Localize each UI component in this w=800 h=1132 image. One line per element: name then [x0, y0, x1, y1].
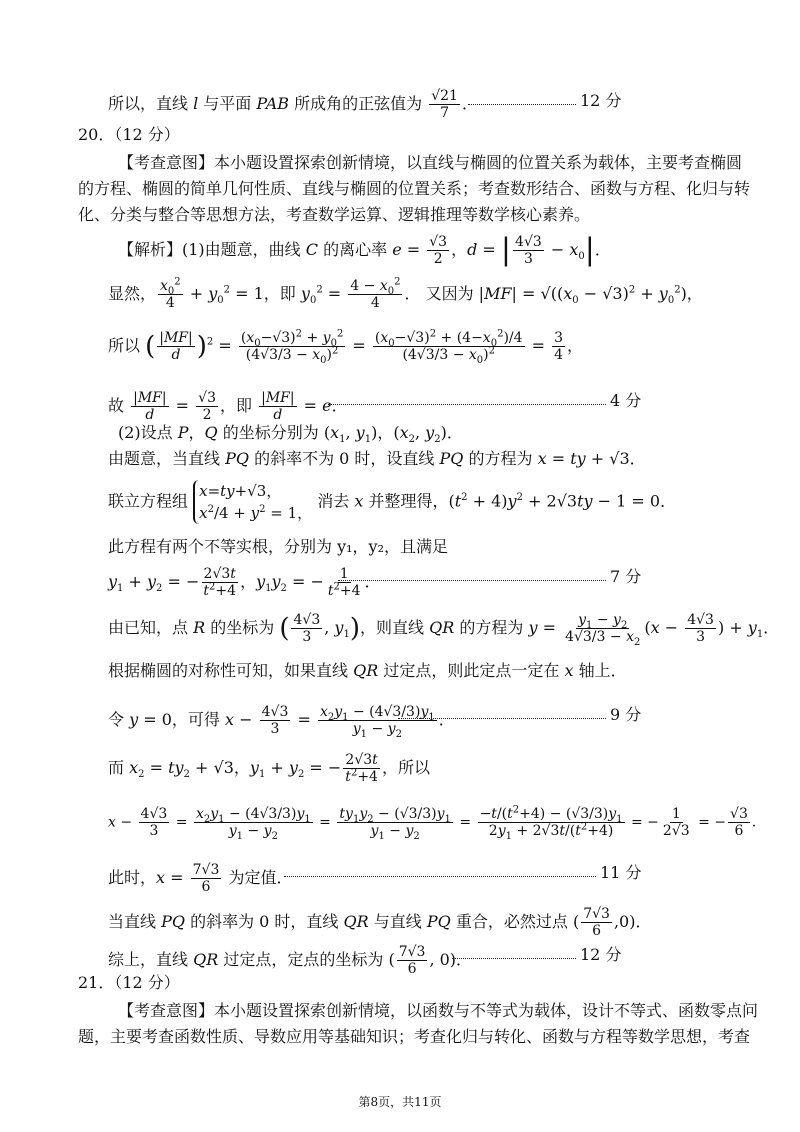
solution-part-2-line-11: 此时，x = $\frac{7√3}{6}$ 为定值．: [108, 862, 293, 895]
solution-part-2-line-2: 由题意，当直线 PQ 的斜率不为 0 时，设直线 PQ 的方程为 x = ty + √3．: [108, 449, 646, 468]
leader-dots: [452, 958, 576, 959]
leader-dots: [328, 404, 606, 405]
score-mark: 11 分: [600, 863, 642, 882]
score-mark: 12 分: [580, 91, 622, 110]
score-mark: 4 分: [610, 391, 642, 410]
score-mark: 7 分: [610, 567, 642, 586]
solution-part-2-line-7: 根据椭圆的对称性可知，如果直线 QR 过定点，则此定点一定在 x 轴上．: [108, 661, 627, 680]
question-21-header: 21．（12 分）: [78, 973, 180, 992]
solution-step-1: 【解析】(1)由题意，曲线 C 的离心率 e = $\frac{√3}{2}$ ，d = | $\frac{4√3}{3}$ − $x_0|$．: [118, 232, 611, 268]
leader-dots: [338, 580, 606, 581]
solution-part-2-line-3: 联立方程组 x=ty+√3， $x^2/4 + y^2 = 1$， 消去 x 并整理得，$(t^2 + 4)y^2 + 2√3ty - 1 = 0$．: [108, 482, 677, 522]
solution-part-2-line-12: 当直线 PQ 的斜率为 0 时，直线 QR 与直线 PQ 重合，必然过点 ( $\frac{7√3}{6}$ ,0)．: [108, 906, 652, 939]
solution-part-2-line-4: 此方程有两个不等实根，分别为 y₁，y₂，且满足: [108, 537, 448, 556]
intent-20-line-3: 化、分类与整合等思想方法，考查数学运算、逻辑推理等数学核心素养。: [78, 205, 591, 224]
question-20-header: 20．（12 分）: [78, 125, 180, 144]
leader-dots: [398, 718, 606, 719]
leader-dots: [284, 876, 596, 877]
solution-step-3: 所以 ( $\frac{|MF|}{d}$ )$^2$ = $\frac{(x_0-√3)^2 + y_0^2}{(4√3/3 - x_0)^2}$ = $\frac{(x_0-√3)^2 + (4-x_0^2)/4}{(4√3/3 - x_0)^2}$ = $\frac{3}{4}$ ，: [108, 328, 584, 366]
page-footer: 第8页，共11页: [358, 1095, 442, 1109]
score-mark: 9 分: [610, 705, 642, 724]
intent-21-line-1: 【考查意图】本小题设置探索创新情境，以函数与不等式为载体，设计不等式、函数零点问: [118, 1001, 759, 1020]
solution-part-2-line-9: 而 $x_2 = ty_2 + √3$，$y_1 + y_2$ = − $\frac{2√3t}{t^2+4}$ ，所以: [108, 752, 430, 785]
intent-21-line-2: 题，主要考查函数性质、导数应用等基础知识；考查化归与转化、函数与方程等数学思想，考查: [78, 1027, 751, 1046]
solution-part-2-line-1: (2)设点 P，Q 的坐标分别为 ($x_1$, $y_1$)，($x_2$, $y_2$)．: [118, 423, 463, 446]
leader-dots: [468, 104, 576, 105]
solution-part-2-line-13: 综上，直线 QR 过定点，定点的坐标为 ( $\frac{7√3}{6}$ , 0)．: [108, 944, 473, 977]
solution-step-4: 故 $\frac{|MF|}{d}$ = $\frac{√3}{2}$ ，即 $\frac{|MF|}{d}$ = e．: [108, 390, 348, 423]
solution-part-2-line-8: 令 y = 0，可得 x − $\frac{4√3}{3}$ = $\frac{x_2y_1 - (4√3/3)y_1}{y_1 - y_2}$ ．: [108, 704, 455, 740]
answer-line-19: 所以，直线 l 与平面 PAB 所成角的正弦值为 $\frac{√21}{7}$ ．: [108, 88, 478, 121]
solution-part-2-line-6: 由已知，点 R 的坐标为 ( $\frac{4√3}{3}$ , $y_1$)，则直线 QR 的方程为 y = $\frac{y_1 - y_2}{4√3/3 - x_2}$ (x − $\frac{4√3}{3}$ ) + $y_1$．: [108, 612, 780, 648]
solution-step-2: 显然， $\frac{x_0^2}{4}$ + $y_0^2 = 1$，即 $y_0^2$ = $\frac{4 - x_0^2}{4}$ ． 又因为 $|MF| = √((x_0 - √3)^2 + y_0^2)$，: [108, 276, 703, 311]
solution-part-2-line-10: x − $\frac{4√3}{3}$ = $\frac{x_2y_1 - (4√3/3)y_1}{y_1 - y_2}$ = $\frac{ty_1y_2 - (√3/3)y_1}{y_1 - y_2}$ = $\frac{-t/(t^2+4) - (√3/3)y_1}{2y_1 + 2√3t/(t^2+4)}$ = − $\frac{1}{2√3}$ = − $\frac{√3}{6}$ ．: [108, 804, 766, 842]
solution-part-2-line-5: $y_1 + y_2$ = − $\frac{2√3t}{t^2+4}$ ，$y_1y_2$ = − $\frac{1}{t^2+4}$ ．: [108, 566, 381, 599]
intent-20-line-1: 【考查意图】本小题设置探索创新情境，以直线与椭圆的位置关系为载体，主要考查椭圆: [118, 153, 743, 172]
intent-20-line-2: 的方程、椭圆的简单几何性质、直线与椭圆的位置关系；考查数形结合、函数与方程、化归与转: [78, 179, 751, 198]
score-mark: 12 分: [580, 945, 622, 964]
